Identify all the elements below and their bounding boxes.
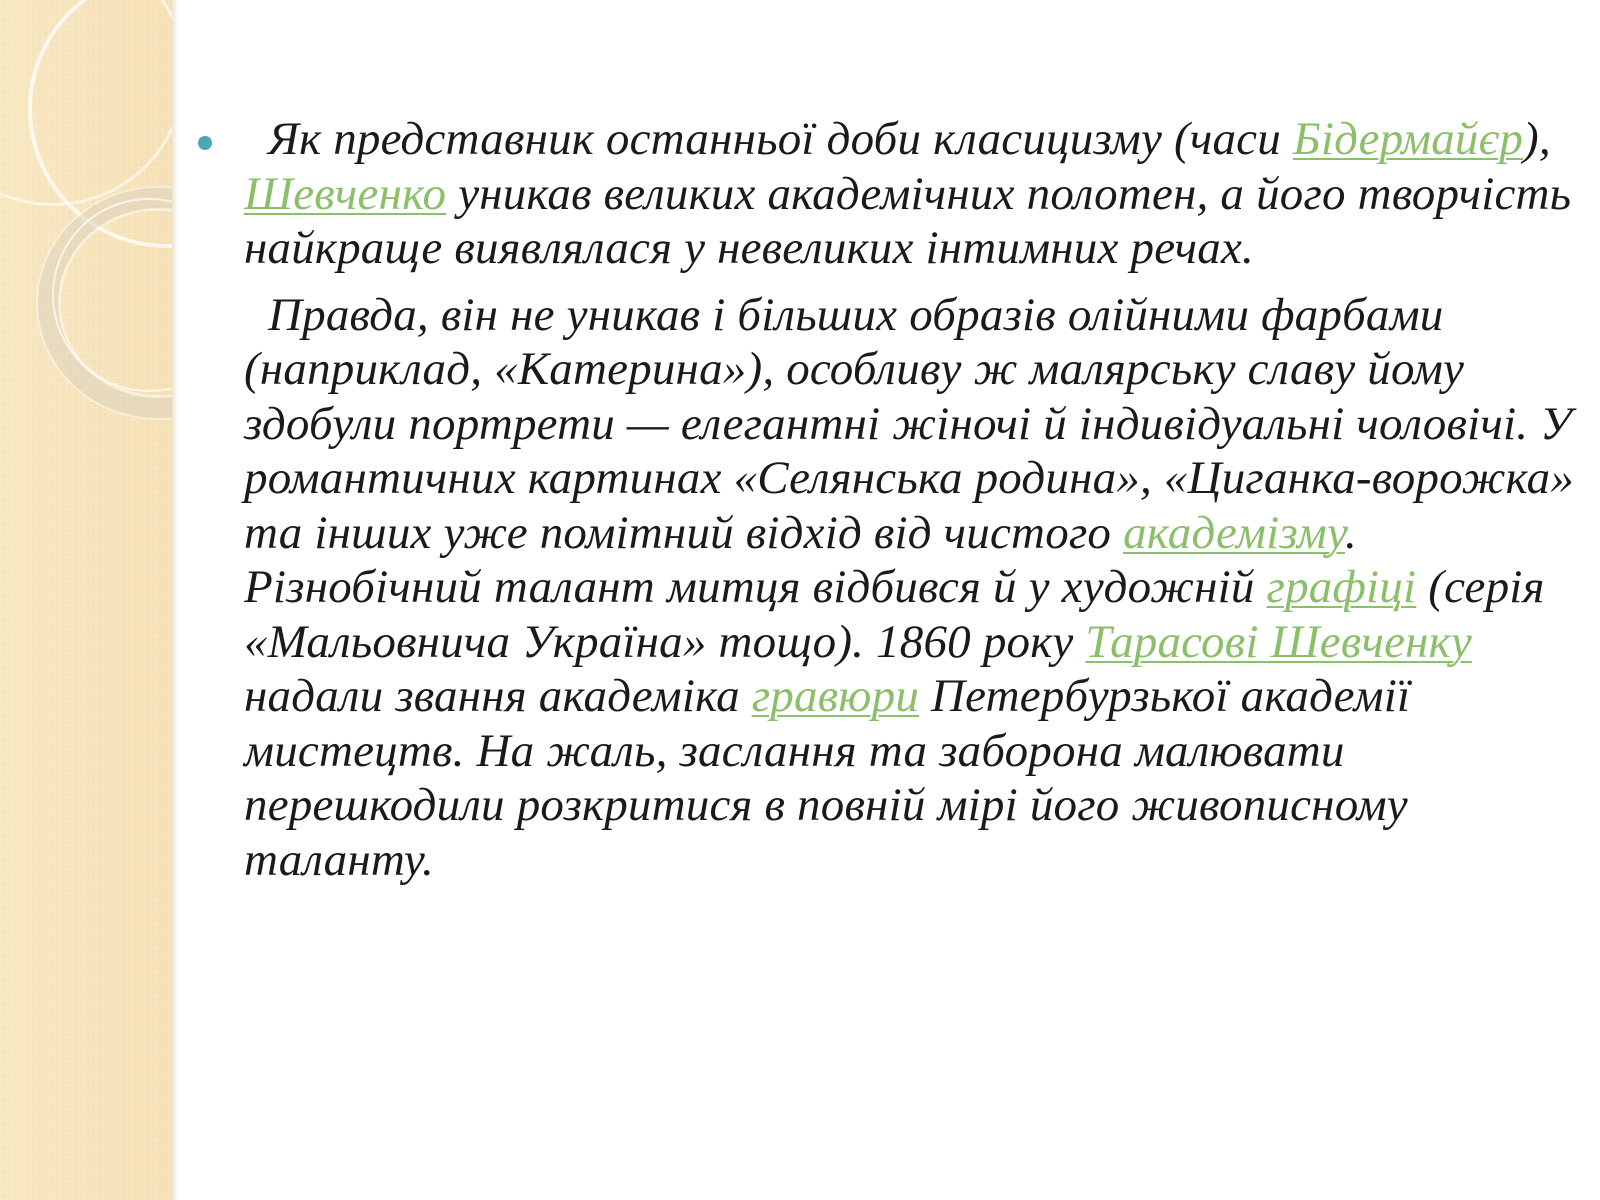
paragraph-text: Петербурзької академії мистецтв. На жаль, заслання та заборона малювати перешкодили розкритися в повній мірі його живописному таланту. bbox=[244, 670, 1411, 886]
side-band-edge bbox=[172, 0, 178, 1200]
slide-content bbox=[198, 112, 1593, 887]
paragraph-text: уникав великих академічних полотен, а його творчість найкраще виявлялася у невеликих інтимних речах. bbox=[244, 167, 1572, 274]
link-taras-shevchenko[interactable]: Тарасові Шевченку bbox=[1085, 615, 1472, 668]
paragraph-classicism bbox=[244, 112, 1593, 276]
link-shevchenko[interactable]: Шевченко bbox=[244, 167, 447, 220]
paragraph-portraits bbox=[244, 288, 1593, 888]
paragraph-text: Як представник останньої доби класицизму (часи bbox=[268, 113, 1293, 165]
link-graphics[interactable]: графіці bbox=[1266, 561, 1417, 613]
paragraph-text: (серія «Мальовнича Україна» тощо). 1860 року bbox=[244, 561, 1545, 668]
paragraph-text: ), bbox=[1523, 113, 1551, 165]
link-academism[interactable]: академізму bbox=[1123, 506, 1346, 559]
decorative-side-band bbox=[0, 0, 178, 1200]
paragraph-text: . Різнобічний талант митця відбився й у художній bbox=[244, 506, 1357, 613]
paragraph-text: надали звання академіка bbox=[244, 670, 752, 722]
link-engraving[interactable]: гравюри bbox=[751, 670, 920, 722]
link-biedermeier[interactable]: Бідермайєр bbox=[1292, 113, 1524, 165]
bullet-dot-icon bbox=[198, 136, 212, 150]
paragraph-text: Правда, він не уникав і більших образів олійними фарбами (наприклад, «Катерина»), особливу ж малярську славу йому здобули портрети — елегантні жіночі й індивідуальні чоловічі. У романтичних картинах «Селянська родина», «Циганка-ворожка» та інших уже помітний відхід від чистого bbox=[244, 288, 1574, 559]
